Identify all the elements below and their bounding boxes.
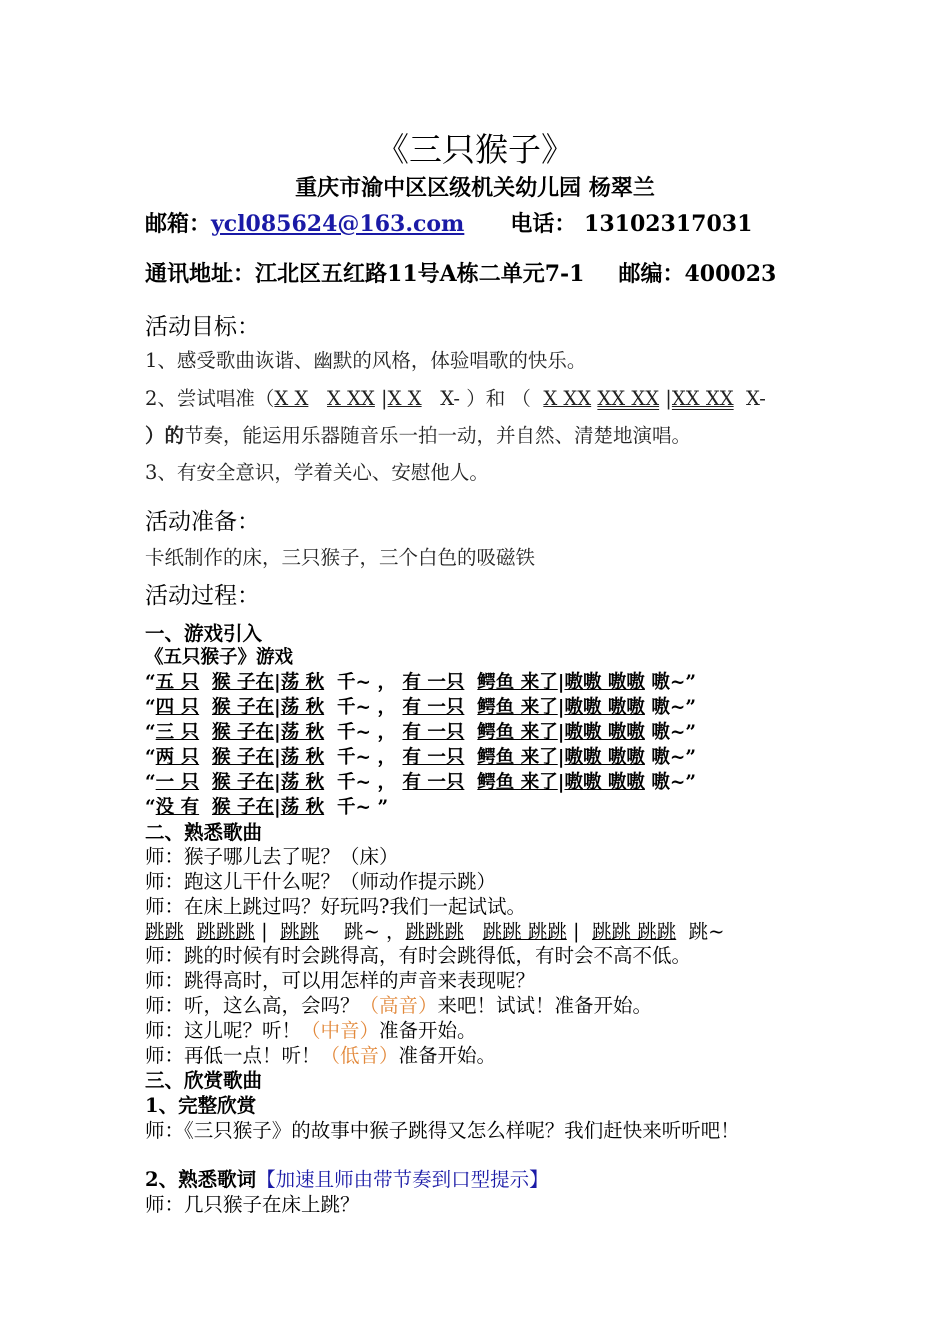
game-lyric-line: “三 只 猴 子在|荡 秋 千~ ， 有 一只 鳄鱼 来了|嗷嗷 嗷嗷 嗷~”: [145, 722, 697, 743]
prep-text: 卡纸制作的床，三只猴子，三个白色的吸磁铁: [145, 546, 536, 569]
address-value: 江北区五红路11号A栋二单元7-1: [255, 261, 585, 287]
dialogue-10: 师：几只猴子在床上跳？: [145, 1193, 360, 1216]
address-line: [145, 258, 776, 290]
game-lyric-line: “一 只 猴 子在|荡 秋 千~ ， 有 一只 鳄鱼 来了|嗷嗷 嗷嗷 嗷~”: [145, 772, 697, 793]
email-label: 邮箱：: [145, 211, 212, 237]
sub-heading-2-note: 【加速且师由带节奏到口型提示】: [256, 1168, 549, 1191]
postcode-label: 邮编：: [618, 261, 685, 287]
dialogue-9: 师：《三只猴子》的故事中猴子跳得又怎么样呢？我们赶快来听听吧！: [145, 1119, 740, 1142]
game-lyric-line-last: “没 有 猴 子在|荡 秋 千~ ”: [145, 797, 389, 818]
game-lyric-line: “两 只 猴 子在|荡 秋 千~ ， 有 一只 鳄鱼 来了|嗷嗷 嗷嗷 嗷~”: [145, 747, 697, 768]
dialogue-6: 师：听，这么高，会吗？（高音）来吧！试试！准备开始。: [145, 994, 653, 1017]
postcode-value: 400023: [684, 261, 777, 287]
email-link[interactable]: ycl085624@163.com: [211, 211, 465, 237]
rhythm-2c: XX XX: [671, 387, 734, 410]
sub-heading-1: 1、完整欣赏: [145, 1094, 257, 1117]
dialogue-3: 师：在床上跳过吗？好玩吗?我们一起试试。: [145, 895, 526, 918]
contact-line: [145, 208, 752, 240]
part-3-heading: 三、欣赏歌曲: [145, 1069, 263, 1092]
game-title: 《五只猴子》游戏: [145, 647, 294, 668]
goal-item-2: 2、尝试唱准（X X X XX |X X X- ）和 （ X XX XX XX |XX XX X-: [145, 387, 766, 410]
rhythm-1c: X X: [387, 387, 422, 410]
game-lyric-line: “五 只 猴 子在|荡 秋 千~ ， 有 一只 鳄鱼 来了|嗷嗷 嗷嗷 嗷~”: [145, 672, 697, 693]
dialogue-8: 师：再低一点！听！（低音）准备开始。: [145, 1044, 497, 1067]
low-pitch-note: （低音）: [320, 1044, 399, 1067]
dialogue-1: 师：猴子哪儿去了呢？（床）: [145, 845, 399, 868]
phone-label: 电话：: [510, 211, 577, 237]
rhythm-2b: XX XX: [597, 387, 660, 410]
phone-number: 13102317031: [584, 211, 753, 237]
dialogue-5: 师：跳得高时，可以用怎样的声音来表现呢？: [145, 969, 536, 992]
rhythm-2a: X XX: [543, 387, 592, 410]
rhythm-1d: X- ）和 （: [440, 387, 531, 410]
dialogue-7: 师：这儿呢？听！（中音）准备开始。: [145, 1019, 477, 1042]
rhythm-1a: X X: [274, 387, 309, 410]
address-label: 通讯地址：: [145, 261, 256, 287]
dialogue-4: 师：跳的时候有时会跳得高，有时会跳得低，有时会不高不低。: [145, 944, 692, 967]
document-title: 《三只猴子》: [376, 130, 574, 169]
mid-pitch-note: （中音）: [301, 1019, 380, 1042]
goal-item-2-cont: ）的节奏，能运用乐器随音乐一拍一动，并自然、清楚地演唱。: [145, 424, 692, 447]
rhythm-2d: X-: [746, 387, 766, 410]
author-line: 重庆市渝中区区级机关幼儿园 杨翠兰: [295, 175, 655, 201]
goals-heading: 活动目标：: [145, 314, 260, 340]
part-2-heading: 二、熟悉歌曲: [145, 821, 263, 844]
jump-rhythm-line: 跳跳 跳跳跳 | 跳跳 跳~ ，跳跳跳 跳跳 跳跳 | 跳跳 跳跳 跳~: [145, 920, 725, 943]
process-heading: 活动过程：: [145, 583, 260, 609]
sub-heading-2: 2、熟悉歌词【加速且师由带节奏到口型提示】: [145, 1168, 549, 1191]
rhythm-1b: X XX: [327, 387, 375, 410]
dialogue-2: 师：跑这儿干什么呢？（师动作提示跳）: [145, 870, 497, 893]
goal-item-1: 1、感受歌曲诙谐、幽默的风格，体验唱歌的快乐。: [145, 349, 587, 372]
part-1-heading: 一、游戏引入: [145, 622, 263, 645]
goal-item-3: 3、有安全意识，学着关心、安慰他人。: [145, 461, 489, 484]
high-pitch-note: （高音）: [359, 994, 438, 1017]
prep-heading: 活动准备：: [145, 509, 260, 535]
game-lyric-line: “四 只 猴 子在|荡 秋 千~ ， 有 一只 鳄鱼 来了|嗷嗷 嗷嗷 嗷~”: [145, 697, 697, 718]
